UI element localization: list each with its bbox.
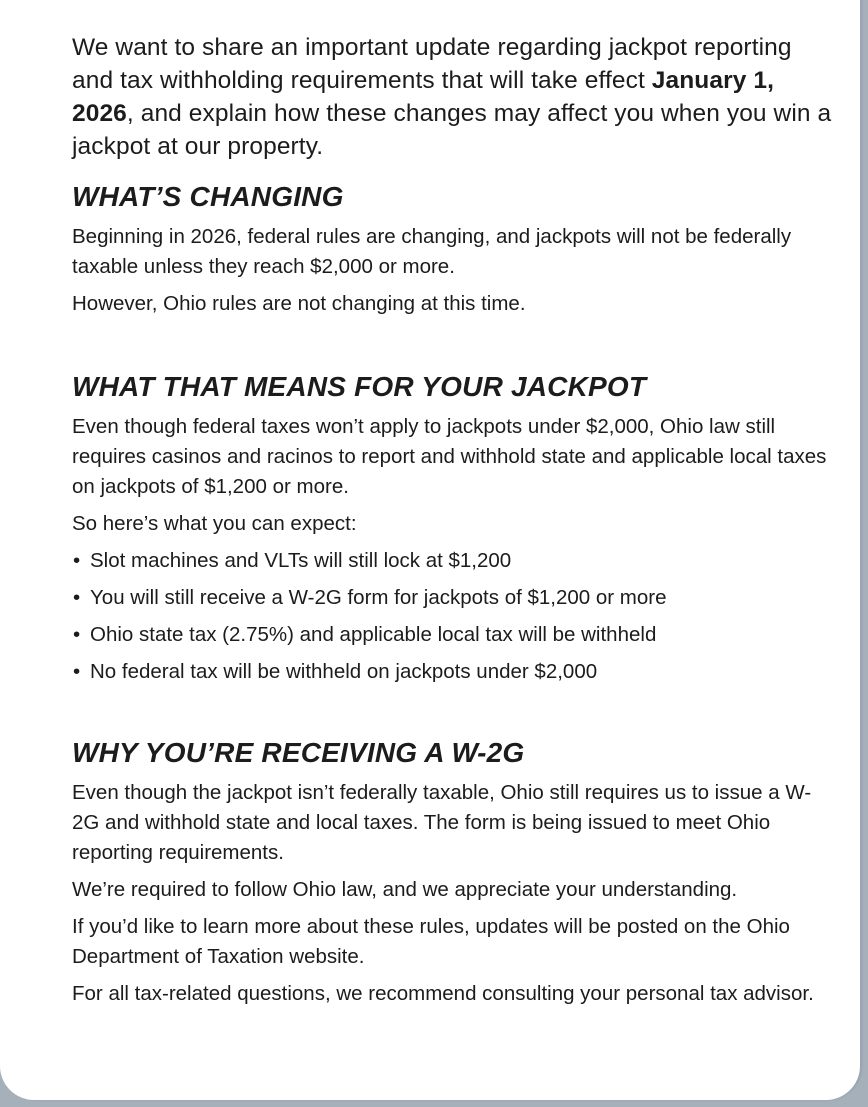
intro-paragraph: [72, 31, 832, 163]
section-heading: WHAT’S CHANGING: [72, 181, 344, 212]
intro-text-start: We want to share an important update regarding jackpot reporting and tax withholding requirements that will take effect: [72, 33, 792, 94]
list-item: • Slot machines and VLTs will still lock at $1,200: [72, 546, 832, 576]
paragraph: We’re required to follow Ohio law, and we appreciate your understanding.: [72, 878, 738, 901]
paragraph: If you’d like to learn more about these rules, updates will be posted on the Ohio Department of Taxation website.: [72, 915, 790, 968]
list-item: • You will still receive a W-2G form for jackpots of $1,200 or more: [72, 583, 832, 613]
paragraph: For all tax-related questions, we recommend consulting your personal tax advisor.: [72, 982, 814, 1005]
list-item: • Ohio state tax (2.75%) and applicable local tax will be withheld: [72, 620, 832, 650]
paragraph: So here’s what you can expect:: [72, 512, 357, 535]
intro-text-end: , and explain how these changes may affect you when you win a jackpot at our property.: [72, 99, 832, 160]
section-what-it-means: [72, 370, 832, 687]
paragraph: Beginning in 2026, federal rules are changing, and jackpots will not be federally taxable unless they reach $2,000 or more.: [72, 225, 792, 278]
section-whats-changing: [72, 180, 832, 319]
section-why-w2g: [72, 736, 832, 1009]
expectations-list: [72, 546, 832, 687]
list-item: • No federal tax will be withheld on jackpots under $2,000: [72, 657, 832, 687]
section-heading: WHAT THAT MEANS FOR YOUR JACKPOT: [72, 371, 647, 402]
effective-date: January 1, 2026: [72, 66, 774, 127]
section-heading: WHY YOU’RE RECEIVING A W-2G: [72, 737, 525, 768]
paragraph: Even though the jackpot isn’t federally taxable, Ohio still requires us to issue a W-2G and withhold state and local taxes. The form is being issued to meet Ohio reporting requirements.: [72, 781, 812, 864]
paragraph: However, Ohio rules are not changing at this time.: [72, 292, 526, 315]
paragraph: Even though federal taxes won’t apply to jackpots under $2,000, Ohio law still requires casinos and racinos to report and withhold state and applicable local taxes on jackpots of $1,200 or more.: [72, 415, 827, 498]
